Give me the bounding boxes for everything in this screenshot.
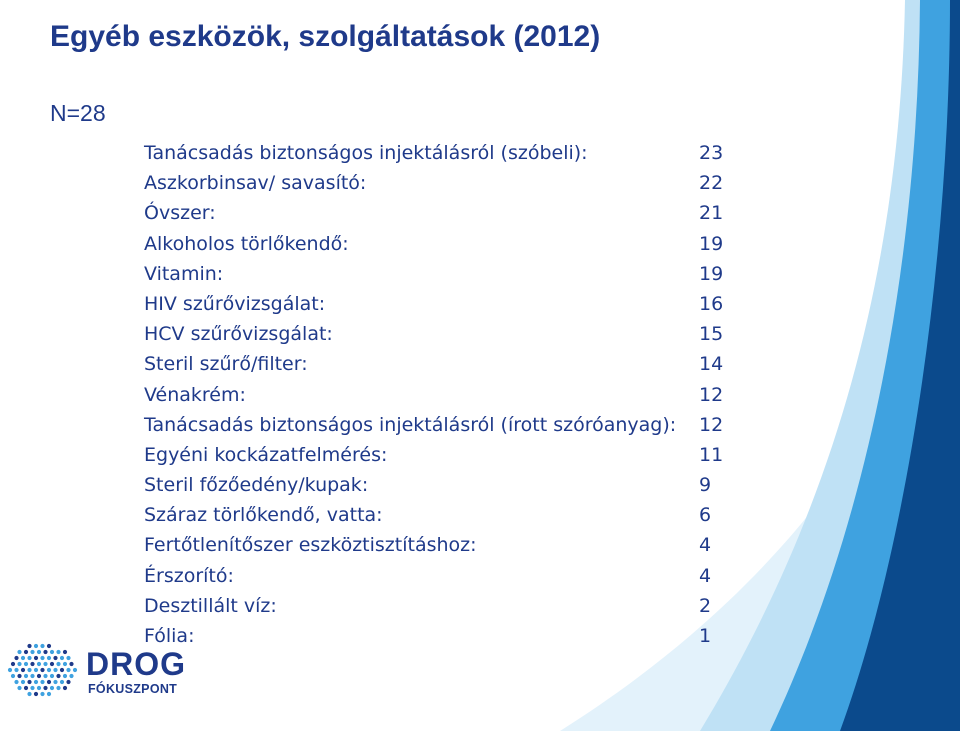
list-item bbox=[144, 440, 744, 470]
item-value: 23 bbox=[699, 142, 724, 164]
list-item bbox=[144, 168, 744, 198]
logo-name: DROG bbox=[86, 646, 186, 682]
item-value: 11 bbox=[699, 443, 724, 466]
item-value: 22 bbox=[699, 172, 724, 195]
list-item bbox=[144, 470, 744, 500]
item-label: Száraz törlőkendő, vatta: bbox=[144, 504, 383, 527]
item-label: Fólia: bbox=[144, 625, 195, 647]
item-label: Vénakrém: bbox=[144, 383, 246, 406]
item-label: Aszkorbinsav/ savasító: bbox=[144, 172, 367, 195]
logo-subtitle: FÓKUSZPONT bbox=[88, 682, 178, 696]
sample-size: N=28 bbox=[50, 100, 106, 126]
item-value: 19 bbox=[699, 232, 724, 255]
item-value: 12 bbox=[699, 413, 724, 436]
item-label: Steril főzőedény/kupak: bbox=[144, 474, 369, 497]
item-label: Vitamin: bbox=[144, 262, 224, 285]
item-value: 16 bbox=[699, 292, 724, 315]
list-item bbox=[144, 138, 744, 168]
item-label: Óvszer: bbox=[144, 202, 216, 225]
list-item bbox=[144, 289, 744, 319]
item-value: 19 bbox=[699, 262, 724, 285]
list-item bbox=[144, 500, 744, 530]
list-item bbox=[144, 591, 744, 621]
list-item bbox=[144, 380, 744, 410]
item-value: 4 bbox=[699, 564, 712, 587]
item-value: 21 bbox=[699, 202, 724, 225]
list-item bbox=[144, 530, 744, 560]
list-item bbox=[144, 621, 744, 651]
item-label: Tanácsadás biztonságos injektálásról (szóbeli): bbox=[144, 142, 588, 164]
item-label: Tanácsadás biztonságos injektálásról (írott szóróanyag): bbox=[144, 413, 677, 436]
item-value: 12 bbox=[699, 383, 724, 406]
list-item bbox=[144, 229, 744, 259]
item-value: 2 bbox=[699, 594, 712, 617]
item-value: 1 bbox=[699, 625, 712, 647]
drog-fokuszpont-logo bbox=[4, 640, 186, 710]
item-value: 4 bbox=[699, 534, 712, 557]
item-label: Fertőtlenítőszer eszköztisztításhoz: bbox=[144, 534, 477, 557]
slide-title: Egyéb eszközök, szolgáltatások (2012) bbox=[50, 20, 601, 53]
service-list bbox=[144, 138, 744, 651]
item-value: 9 bbox=[699, 474, 712, 497]
item-label: Egyéni kockázatfelmérés: bbox=[144, 443, 388, 466]
item-label: Steril szűrő/filter: bbox=[144, 353, 308, 376]
dot-globe-icon bbox=[4, 640, 84, 700]
item-value: 15 bbox=[699, 323, 724, 346]
item-label: Alkoholos törlőkendő: bbox=[144, 232, 349, 255]
item-label: HIV szűrővizsgálat: bbox=[144, 292, 326, 315]
list-item bbox=[144, 561, 744, 591]
list-item bbox=[144, 410, 744, 440]
list-item bbox=[144, 259, 744, 289]
list-item bbox=[144, 319, 744, 349]
list-item bbox=[144, 198, 744, 228]
item-value: 14 bbox=[699, 353, 724, 376]
item-label: Érszorító: bbox=[144, 564, 234, 587]
item-label: HCV szűrővizsgálat: bbox=[144, 323, 333, 346]
item-label: Desztillált víz: bbox=[144, 594, 277, 617]
item-value: 6 bbox=[699, 504, 712, 527]
list-item bbox=[144, 349, 744, 379]
